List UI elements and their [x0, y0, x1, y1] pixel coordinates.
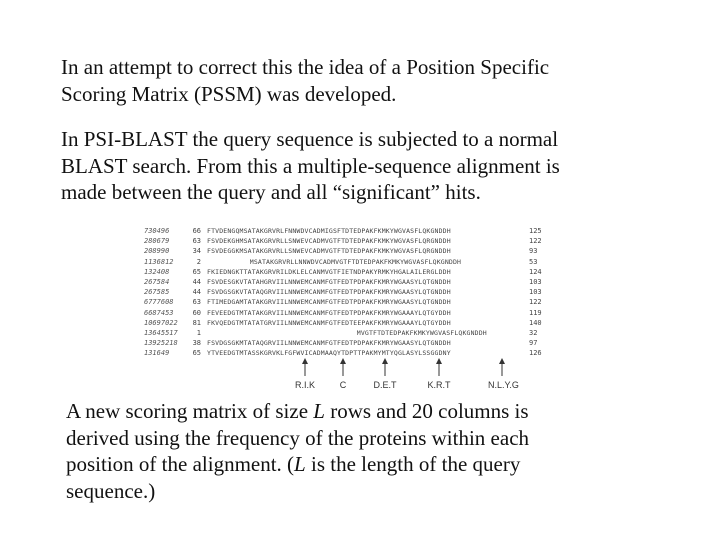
start-position: 34 — [192, 247, 201, 256]
multiple-sequence-alignment-figure — [140, 222, 558, 392]
gi-number: 13645517 — [144, 329, 178, 337]
psi-blast-paragraph — [61, 126, 711, 206]
pssm-line-3-L: L — [294, 452, 306, 476]
intro-paragraph — [61, 54, 701, 107]
pssm-line-2: derived using the frequency of the proteins within each — [66, 425, 530, 450]
position-arrows — [140, 222, 558, 392]
end-position: 140 — [529, 318, 542, 327]
start-position: 66 — [192, 227, 201, 235]
start-position: 65 — [192, 349, 201, 358]
end-position: 32 — [529, 329, 538, 337]
pssm-line-1a: A new scoring matrix of size — [66, 399, 314, 423]
gi-number: 132408 — [144, 267, 170, 276]
start-position: 38 — [192, 339, 201, 348]
gi-number: 10697022 — [144, 318, 178, 327]
gi-number: 1136812 — [144, 257, 174, 266]
end-position: 103 — [529, 288, 542, 297]
end-position: 53 — [529, 257, 538, 266]
start-position: 2 — [196, 257, 201, 266]
aligned-sequence: FEVEEDGTMTATAKGRVIILNNWEMCANMFGTFEDTPDPAKFKMRYWGAAAYLQTGYDDH — [207, 308, 451, 317]
aligned-sequence: MSATAKGRVRLLNNWDVCADMVGTFTDTEDPAKFKMKYWGVASFLQKGNDDH — [249, 257, 462, 266]
intro-line-1: In an attempt to correct this the idea of a Position Specific — [61, 55, 550, 79]
pssm-line-3b: is the length of the query — [305, 452, 521, 476]
pssm-line-1b: rows and 20 columns is — [324, 399, 529, 423]
aligned-sequence: FSVDEKGHMSATAKGRVRLLSNWEVCADMVGTFTDTEDPAKFKMKYWGVASFLQRGNDDH — [207, 237, 451, 246]
start-position: 44 — [192, 288, 201, 297]
intro-line-2: Scoring Matrix (PSSM) was developed. — [61, 81, 397, 106]
gi-number: 6777608 — [144, 298, 174, 307]
start-position: 81 — [192, 318, 201, 327]
aligned-sequence: FKVQEDGTMTATATGRVIILNNWEMCANMFGTFEDTEEPAKFKMRYWGAAAYLQTGYDDH — [207, 318, 451, 327]
end-position: 93 — [529, 247, 538, 256]
position-arrow-head — [436, 358, 442, 364]
start-position: 63 — [192, 237, 201, 246]
aligned-sequence: FKIEDNGKTTATAKGRVRILDKLELCANMVGTFIETNDPAKYRMKYHGALAILERGLDDH — [207, 267, 451, 276]
arrow-label: K.R.T — [427, 380, 451, 390]
end-position: 124 — [529, 267, 542, 276]
arrow-label: R.I.K — [294, 380, 315, 390]
gi-number: 131649 — [144, 349, 170, 358]
psi-blast-line-2: BLAST search. From this a multiple-sequence alignment is — [61, 153, 560, 178]
arrow-label: N.L.Y.G — [488, 380, 519, 390]
gi-number: 208990 — [144, 247, 170, 256]
aligned-sequence: FSVDGSGKMTATAQGRVIILNNWEMCANMFGTFEDTPDPAKFKMRYWGAASYLQTGNDDH — [207, 339, 451, 348]
end-position: 126 — [529, 349, 542, 358]
gi-number: 267584 — [144, 278, 170, 286]
gi-number: 280679 — [144, 237, 170, 246]
position-arrow-head — [382, 358, 388, 364]
pssm-paragraph — [66, 398, 706, 504]
start-position: 1 — [196, 329, 201, 337]
aligned-sequence: FTIMEDGAMTATAKGRVIILNNWEMCANMFGTFEDTPDPAKFKMRYWGAASYLQTGNDDH — [207, 298, 451, 307]
aligned-sequence: FTVDENGQMSATAKGRVRLFNNWDVCADMIGSFTDTEDPAKFKMKYWGVASFLQKGNDDH — [207, 227, 451, 235]
start-position: 65 — [192, 267, 201, 276]
pssm-line-3a: position of the alignment. ( — [66, 452, 295, 476]
psi-blast-line-3: made between the query and all “significant” hits. — [61, 180, 481, 204]
aligned-sequence: FSVDGSGKVTATAQGRVIILNNWEMCANMFGTFEDTPDPAKFKMRYWGAASYLQTGNDDH — [207, 288, 451, 297]
position-arrow-head — [340, 358, 346, 364]
end-position: 122 — [529, 298, 542, 307]
gi-number: 730496 — [144, 227, 170, 235]
position-arrow-head — [302, 358, 308, 364]
aligned-sequence: YTVEEDGTMTASSKGRVKLFGFWVICADMAAQYTDPTTPAKMYMTYQGLASYLSSGGDNY — [207, 349, 451, 358]
aligned-sequence: MVGTFTDTEDPAKFKMKYWGVASFLQKGNDDH — [356, 329, 487, 337]
aligned-sequence: FSVDEGGKMSATAKGRVRLLSNWEVCADMVGTFTDTEDPAKFKMKYWGVASFLQRGNDDH — [207, 247, 451, 256]
start-position: 44 — [192, 278, 201, 286]
end-position: 125 — [529, 227, 542, 235]
end-position: 122 — [529, 237, 542, 246]
start-position: 63 — [192, 298, 201, 307]
aligned-sequence: FSVDESGKVTATAHGRVIILNNWEMCANMFGTFEDTPDPAKFKMRYWGAASYLQTGNDDH — [207, 278, 451, 286]
pssm-line-4: sequence.) — [66, 478, 156, 503]
gi-number: 13925218 — [144, 339, 178, 348]
end-position: 119 — [529, 308, 542, 317]
start-position: 60 — [192, 308, 201, 317]
gi-number: 6687453 — [144, 308, 174, 317]
arrow-label: D.E.T — [373, 380, 397, 390]
end-position: 97 — [529, 339, 538, 348]
arrow-label: C — [339, 380, 347, 390]
psi-blast-line-1: In PSI-BLAST the query sequence is subjected to a normal — [61, 127, 559, 151]
pssm-line-1-L: L — [313, 399, 325, 423]
end-position: 103 — [529, 278, 542, 286]
gi-number: 267585 — [144, 288, 170, 297]
position-arrow-head — [499, 358, 505, 364]
